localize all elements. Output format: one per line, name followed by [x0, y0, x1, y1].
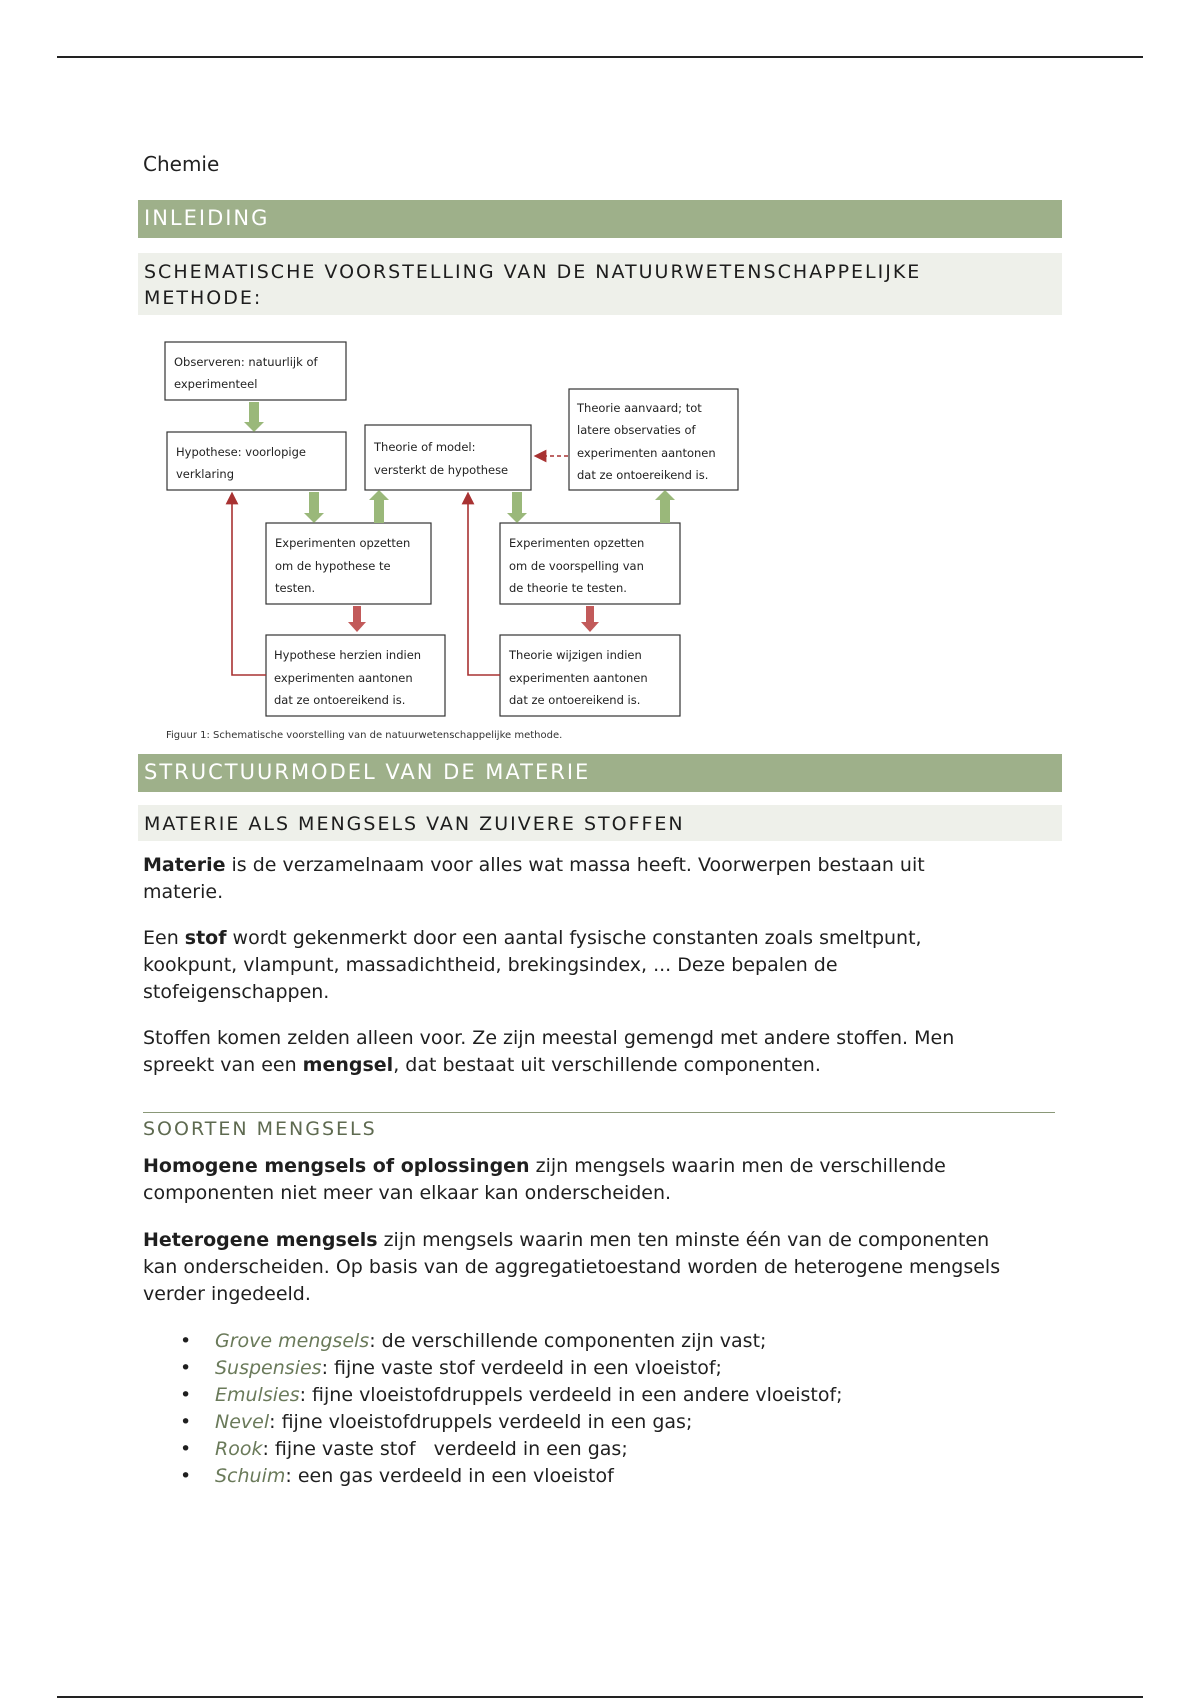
bullet-dot: •: [180, 1438, 192, 1460]
box-accepted-line1: Theorie aanvaard; tot: [577, 401, 702, 415]
box-revise-hypothesis: [266, 635, 445, 716]
mixture-types-list: [176, 1328, 843, 1490]
paragraph-homogeen: [143, 1153, 1063, 1207]
heading-mengsels: MATERIE ALS MENGSELS VAN ZUIVERE STOFFEN: [138, 805, 1062, 841]
box-accepted-line2: latere observaties of: [577, 423, 696, 437]
text-stof-2: kookpunt, vlampunt, massadichtheid, brekingsindex, ... Deze bepalen de: [143, 954, 838, 976]
term-heterogeen: Heterogene mengsels: [143, 1229, 378, 1251]
bullet-dot: •: [180, 1357, 192, 1379]
bullet-dot: •: [180, 1465, 192, 1487]
box-exp-hypothesis-line1: Experimenten opzetten: [275, 536, 411, 550]
term-homogeen: Homogene mengsels of oplossingen: [143, 1155, 530, 1177]
box-revise-theory-line3: dat ze ontoereikend is.: [509, 693, 641, 707]
text-heterogeen-2: kan onderscheiden. Op basis van de aggregatietoestand worden de heterogene mengsels: [143, 1256, 1001, 1278]
box-observe: [165, 342, 346, 400]
document-title: Chemie: [143, 152, 220, 176]
arrow-observe-to-hypothesis: [244, 402, 264, 432]
box-theory: [365, 425, 531, 490]
list-item: [176, 1382, 843, 1409]
paragraph-heterogeen: [143, 1227, 1063, 1308]
box-exp-hypothesis-line3: testen.: [275, 581, 316, 595]
list-item: [176, 1436, 843, 1463]
text-mengsel-pre: spreekt van een: [143, 1054, 303, 1076]
text-stof-pre: Een: [143, 927, 185, 949]
box-revise-hypothesis-line3: dat ze ontoereikend is.: [274, 693, 406, 707]
header-rule: [57, 56, 1143, 58]
list-item: [176, 1355, 843, 1382]
method-flow-diagram: [150, 330, 770, 750]
bullet-term: Emulsies: [215, 1384, 300, 1406]
bullet-term: Rook: [215, 1438, 263, 1460]
heading-method: [138, 253, 1062, 315]
arrow-revise-theory-to-theory: [468, 498, 500, 675]
heading-inleiding: INLEIDING: [138, 200, 1062, 238]
figure-caption: Figuur 1: Schematische voorstelling van de natuurwetenschappelijke methode.: [166, 730, 563, 741]
text-materie-1: is de verzamelnaam voor alles wat massa heeft. Voorwerpen bestaan uit: [225, 854, 925, 876]
list-item: [176, 1409, 843, 1436]
box-accepted-line3: experimenten aantonen: [577, 446, 716, 460]
box-hypothesis-line1: Hypothese: voorlopige: [176, 445, 306, 459]
box-revise-hypothesis-line2: experimenten aantonen: [274, 671, 413, 685]
list-item: [176, 1328, 843, 1355]
bullet-term: Schuim: [215, 1465, 286, 1487]
bullet-text: : fijne vaste stof verdeeld in een gas;: [262, 1438, 628, 1460]
arrow-theory-to-exptheory: [507, 492, 527, 523]
box-exp-hypothesis: [266, 523, 431, 604]
paragraph-mengsel: [143, 1025, 1063, 1079]
box-observe-line2: experimenteel: [174, 377, 258, 391]
text-mengsel-rest: , dat bestaat uit verschillende componenten.: [393, 1054, 821, 1076]
box-theory-line1: Theorie of model:: [374, 440, 476, 454]
text-stof-1: wordt gekenmerkt door een aantal fysische constanten zoals smeltpunt,: [226, 927, 922, 949]
text-homogeen-1: zijn mengsels waarin men de verschillende: [529, 1155, 946, 1177]
bullet-text: : de verschillende componenten zijn vast;: [369, 1330, 767, 1352]
bullet-term: Suspensies: [215, 1357, 322, 1379]
footer-rule: [57, 1696, 1143, 1698]
heading-soorten-mengsels: SOORTEN MENGSELS: [143, 1118, 377, 1140]
subheading-rule: [143, 1112, 1055, 1113]
arrow-exptheory-to-revise-theory: [581, 606, 599, 632]
box-hypothesis: [167, 432, 346, 490]
box-exp-theory-line1: Experimenten opzetten: [509, 536, 645, 550]
bullet-dot: •: [180, 1330, 192, 1352]
box-revise-theory: [500, 635, 680, 716]
box-exp-theory-line2: om de voorspelling van: [509, 559, 644, 573]
arrow-hypothesis-to-exp: [304, 492, 324, 523]
list-item: [176, 1463, 843, 1490]
bullet-dot: •: [180, 1411, 192, 1433]
box-accepted: [569, 389, 738, 490]
arrow-revise-hyp-to-hypothesis: [232, 498, 266, 675]
arrow-exp-to-revise-hyp: [348, 606, 366, 632]
heading-structuurmodel: STRUCTUURMODEL VAN DE MATERIE: [138, 754, 1062, 792]
text-mengsel-1: Stoffen komen zelden alleen voor. Ze zijn meestal gemengd met andere stoffen. Men: [143, 1027, 955, 1049]
box-accepted-line4: dat ze ontoereikend is.: [577, 468, 709, 482]
box-revise-theory-line1: Theorie wijzigen indien: [509, 648, 642, 662]
box-theory-line2: versterkt de hypothese: [374, 463, 509, 477]
bullet-dot: •: [180, 1384, 192, 1406]
bullet-text: : fijne vloeistofdruppels verdeeld in een andere vloeistof;: [299, 1384, 843, 1406]
bullet-text: : een gas verdeeld in een vloeistof: [285, 1465, 614, 1487]
arrow-exp-to-theory: [369, 490, 389, 523]
term-stof: stof: [184, 927, 227, 949]
heading-method-line2: METHODE:: [144, 287, 263, 309]
text-stof-3: stofeigenschappen.: [143, 981, 330, 1003]
bullet-term: Nevel: [215, 1411, 270, 1433]
heading-method-line1: SCHEMATISCHE VOORSTELLING VAN DE NATUURWETENSCHAPPELIJKE: [144, 261, 922, 283]
box-exp-theory-line3: de theorie te testen.: [509, 581, 627, 595]
text-materie-2: materie.: [143, 881, 224, 903]
paragraph-materie: [143, 852, 1063, 906]
box-revise-hypothesis-line1: Hypothese herzien indien: [274, 648, 422, 662]
box-hypothesis-line2: verklaring: [176, 467, 235, 481]
term-mengsel: mengsel: [302, 1054, 394, 1076]
text-heterogeen-1: zijn mengsels waarin men ten minste één van de componenten: [377, 1229, 990, 1251]
box-observe-line1: Observeren: natuurlijk of: [174, 355, 318, 369]
bullet-text: : fijne vloeistofdruppels verdeeld in een gas;: [269, 1411, 693, 1433]
text-homogeen-2: componenten niet meer van elkaar kan onderscheiden.: [143, 1182, 672, 1204]
paragraph-stof: [143, 925, 1063, 1006]
term-materie: Materie: [143, 854, 226, 876]
arrow-exptheory-to-accepted: [655, 490, 675, 523]
box-revise-theory-line2: experimenten aantonen: [509, 671, 648, 685]
box-exp-hypothesis-line2: om de hypothese te: [275, 559, 391, 573]
box-exp-theory: [500, 523, 680, 604]
text-heterogeen-3: verder ingedeeld.: [143, 1283, 311, 1305]
bullet-text: : fijne vaste stof verdeeld in een vloeistof;: [321, 1357, 722, 1379]
bullet-term: Grove mengsels: [215, 1330, 370, 1352]
